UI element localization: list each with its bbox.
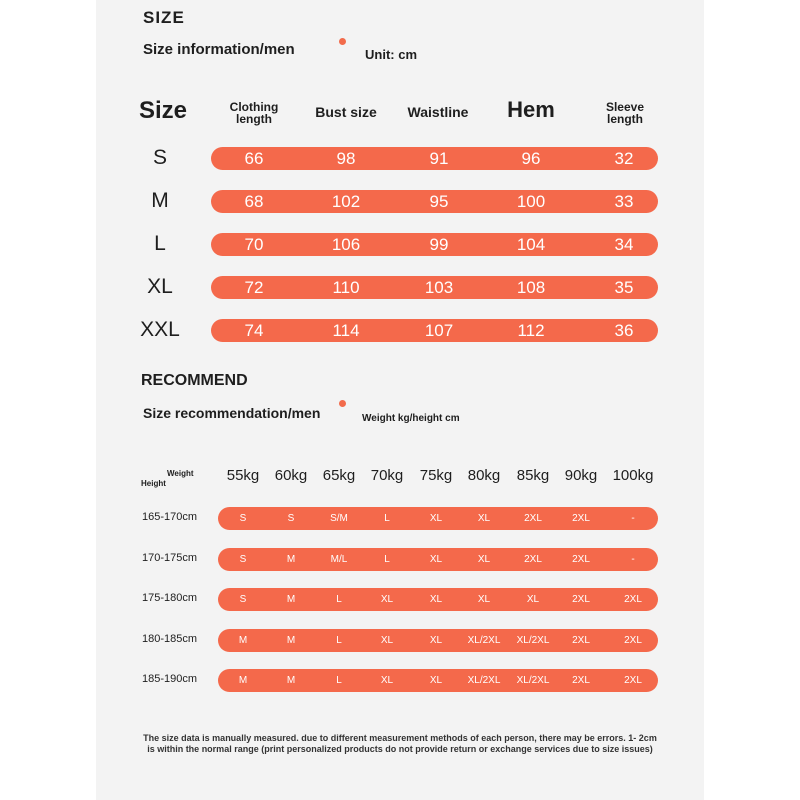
recommend-subtitle: Size recommendation/men xyxy=(143,405,321,421)
recommend-cell: XL/2XL xyxy=(516,635,550,646)
size-cell: 114 xyxy=(332,321,360,340)
recommend-heading: RECOMMEND xyxy=(141,372,248,389)
size-cell: 95 xyxy=(429,192,449,211)
recommend-cell: S xyxy=(239,513,247,524)
size-cell: 34 xyxy=(614,235,634,254)
recommend-cell: M/L xyxy=(330,554,348,565)
column-header-hem: Hem xyxy=(507,97,555,122)
column-header-line: Sleeve xyxy=(605,100,645,114)
recommend-cell: L xyxy=(336,675,342,686)
size-subtitle: Size information/men xyxy=(143,41,295,58)
weight-column-header: 80kg xyxy=(467,467,501,484)
weight-column-header: 100kg xyxy=(612,467,654,484)
corner-height-label: Height xyxy=(141,479,166,488)
recommend-row-bar xyxy=(218,629,658,652)
recommend-cell: XL xyxy=(477,554,491,565)
size-row-bar xyxy=(211,190,658,213)
recommend-row-bar xyxy=(218,588,658,611)
recommend-cell: M xyxy=(286,635,296,646)
size-row-label: M xyxy=(151,189,169,212)
size-column-title: Size xyxy=(139,97,188,124)
recommend-cell: M xyxy=(286,554,296,565)
recommend-cell: M xyxy=(238,675,248,686)
recommend-cell: 2XL xyxy=(572,554,590,565)
weight-column-header: 85kg xyxy=(516,467,550,484)
size-row-label: XXL xyxy=(140,318,180,341)
size-cell: 106 xyxy=(331,235,361,254)
recommend-cell: XL xyxy=(429,594,443,605)
height-row-label: 185-190cm xyxy=(142,673,198,685)
height-row-label: 165-170cm xyxy=(142,511,198,523)
column-header-clothing-length xyxy=(224,101,284,125)
recommend-cell: XL xyxy=(429,635,443,646)
recommend-cell: 2XL xyxy=(572,594,590,605)
column-header-line: Clothing xyxy=(229,100,279,114)
weight-column-header: 70kg xyxy=(370,467,404,484)
recommend-cell: 2XL xyxy=(524,513,542,524)
recommend-cell: XL/2XL xyxy=(467,675,501,686)
recommend-cell: XL xyxy=(429,554,443,565)
unit-label: Unit: cm xyxy=(365,47,417,62)
recommend-cell: 2XL xyxy=(624,675,642,686)
recommend-cell: 2XL xyxy=(624,635,642,646)
size-cell: 98 xyxy=(336,149,356,168)
recommend-cell: M xyxy=(238,635,248,646)
size-cell: 72 xyxy=(244,278,264,297)
recommend-cell: S xyxy=(287,513,295,524)
recommend-row-bar xyxy=(218,507,658,530)
size-cell: 91 xyxy=(429,149,449,168)
recommend-cell: XL xyxy=(477,594,491,605)
size-row-bar xyxy=(211,319,658,342)
recommend-cell: XL xyxy=(380,635,394,646)
recommend-cell: XL xyxy=(429,675,443,686)
size-cell: 108 xyxy=(516,278,546,297)
size-cell: 107 xyxy=(424,321,454,340)
weight-column-header: 60kg xyxy=(274,467,308,484)
recommend-cell: 2XL xyxy=(572,635,590,646)
recommend-unit-label: Weight kg/height cm xyxy=(362,413,460,424)
size-row-label: S xyxy=(152,146,167,169)
footnote-line: The size data is manually measured. due to different measurement methods of each person, there may be errors. 1- 2cm xyxy=(143,733,657,743)
weight-column-header: 55kg xyxy=(226,467,260,484)
size-cell: 110 xyxy=(332,278,360,297)
weight-column-header: 65kg xyxy=(322,467,356,484)
size-cell: 33 xyxy=(614,192,634,211)
size-row-bar xyxy=(211,276,658,299)
size-cell: 70 xyxy=(244,235,264,254)
size-cell: 99 xyxy=(429,235,449,254)
size-cell: 104 xyxy=(516,235,546,254)
column-header-sleeve-length xyxy=(595,101,655,125)
size-row-label: XL xyxy=(147,275,173,298)
column-header-line: length xyxy=(607,112,643,126)
recommend-cell: 2XL xyxy=(624,594,642,605)
recommend-cell: XL xyxy=(526,594,540,605)
recommend-cell: XL xyxy=(380,594,394,605)
size-row-bar xyxy=(211,147,658,170)
footnote xyxy=(100,733,700,755)
recommend-cell: L xyxy=(384,554,390,565)
accent-dot-icon xyxy=(339,400,346,407)
recommend-cell: S xyxy=(239,554,247,565)
recommend-cell: S xyxy=(239,594,247,605)
recommend-cell: S/M xyxy=(330,513,348,524)
weight-column-header: 75kg xyxy=(419,467,453,484)
column-header-line: length xyxy=(236,112,272,126)
recommend-cell: - xyxy=(631,554,635,565)
size-cell: 68 xyxy=(244,192,264,211)
size-cell: 102 xyxy=(331,192,361,211)
corner-weight-label: Weight xyxy=(167,469,194,478)
size-row-label: L xyxy=(154,232,166,255)
height-row-label: 170-175cm xyxy=(142,552,198,564)
size-cell: 100 xyxy=(516,192,546,211)
recommend-cell: XL xyxy=(380,675,394,686)
recommend-cell: - xyxy=(631,513,635,524)
footnote-line: is within the normal range (print personalized products do not provide return or exchange services due to size issues) xyxy=(147,744,653,754)
recommend-row-bar xyxy=(218,548,658,571)
size-cell: 96 xyxy=(521,149,541,168)
size-cell: 32 xyxy=(614,149,634,168)
size-row-bar xyxy=(211,233,658,256)
recommend-cell: L xyxy=(384,513,390,524)
size-cell: 36 xyxy=(614,321,634,340)
recommend-cell: M xyxy=(286,675,296,686)
recommend-row-bar xyxy=(218,669,658,692)
recommend-cell: XL/2XL xyxy=(516,675,550,686)
accent-dot-icon xyxy=(339,38,346,45)
size-heading: SIZE xyxy=(143,8,185,27)
height-row-label: 175-180cm xyxy=(142,592,198,604)
size-cell: 112 xyxy=(517,321,545,340)
weight-column-header: 90kg xyxy=(564,467,598,484)
recommend-cell: 2XL xyxy=(572,513,590,524)
size-cell: 66 xyxy=(244,149,264,168)
size-cell: 103 xyxy=(424,278,454,297)
size-cell: 35 xyxy=(614,278,634,297)
recommend-cell: M xyxy=(286,594,296,605)
recommend-cell: XL xyxy=(477,513,491,524)
recommend-cell: 2XL xyxy=(572,675,590,686)
column-header-waistline: Waistline xyxy=(407,104,469,120)
recommend-cell: L xyxy=(336,635,342,646)
recommend-cell: 2XL xyxy=(524,554,542,565)
column-header-bust-size: Bust size xyxy=(315,104,377,120)
size-cell: 74 xyxy=(244,321,264,340)
recommend-cell: XL xyxy=(429,513,443,524)
recommend-cell: L xyxy=(336,594,342,605)
recommend-cell: XL/2XL xyxy=(467,635,501,646)
height-row-label: 180-185cm xyxy=(142,633,198,645)
